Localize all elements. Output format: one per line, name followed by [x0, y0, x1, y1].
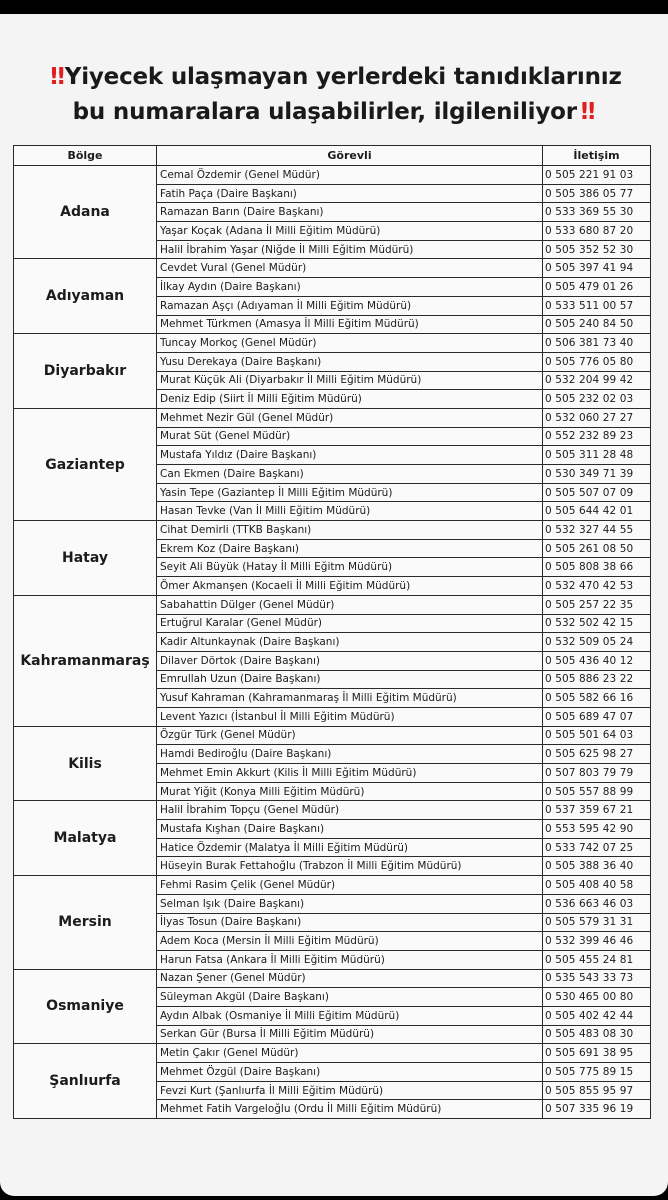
phone-cell: 0 552 232 89 23	[543, 427, 651, 446]
phone-cell: 0 505 352 52 30	[543, 240, 651, 259]
officer-cell: Fatih Paça (Daire Başkanı)	[157, 184, 543, 203]
document-image	[0, 14, 668, 1196]
officer-cell: Deniz Edip (Siirt İl Milli Eğitim Müdürü)	[157, 390, 543, 409]
phone-cell: 0 532 327 44 55	[543, 521, 651, 540]
column-header-region: Bölge	[14, 146, 157, 166]
officer-cell: Emrullah Uzun (Daire Başkanı)	[157, 670, 543, 689]
officer-cell: Cemal Özdemir (Genel Müdür)	[157, 166, 543, 185]
phone-cell: 0 505 388 36 40	[543, 857, 651, 876]
phone-cell: 0 506 381 73 40	[543, 334, 651, 353]
officer-cell: Hamdi Bediroğlu (Daire Başkanı)	[157, 745, 543, 764]
phone-cell: 0 505 436 40 12	[543, 651, 651, 670]
officer-cell: Adem Koca (Mersin İl Milli Eğitim Müdürü)	[157, 932, 543, 951]
phone-cell: 0 505 397 41 94	[543, 259, 651, 278]
officer-cell: Mehmet Nezir Gül (Genel Müdür)	[157, 408, 543, 427]
phone-cell: 0 505 776 05 80	[543, 352, 651, 371]
phone-cell: 0 505 232 02 03	[543, 390, 651, 409]
officer-cell: Mehmet Özgül (Daire Başkanı)	[157, 1063, 543, 1082]
phone-cell: 0 532 502 42 15	[543, 614, 651, 633]
double-exclamation-icon: ‼	[580, 99, 592, 125]
phone-cell: 0 505 501 64 03	[543, 726, 651, 745]
phone-cell: 0 505 483 08 30	[543, 1025, 651, 1044]
title-line-1	[0, 60, 668, 95]
region-cell: Kahramanmaraş	[14, 595, 157, 726]
officer-cell: Metin Çakır (Genel Müdür)	[157, 1044, 543, 1063]
phone-cell: 0 530 465 00 80	[543, 988, 651, 1007]
contacts-table	[13, 145, 651, 1119]
phone-cell: 0 507 803 79 79	[543, 764, 651, 783]
region-cell: Gaziantep	[14, 408, 157, 520]
table-row	[14, 334, 651, 353]
phone-cell: 0 533 369 55 30	[543, 203, 651, 222]
region-cell: Şanlıurfa	[14, 1044, 157, 1119]
officer-cell: Mehmet Emin Akkurt (Kilis İl Milli Eğitim Müdürü)	[157, 764, 543, 783]
table-row	[14, 408, 651, 427]
officer-cell: Halil İbrahim Topçu (Genel Müdür)	[157, 801, 543, 820]
phone-cell: 0 505 775 89 15	[543, 1063, 651, 1082]
officer-cell: Yaşar Koçak (Adana İl Milli Eğitim Müdürü)	[157, 222, 543, 241]
phone-cell: 0 530 349 71 39	[543, 465, 651, 484]
officer-cell: Nazan Şener (Genel Müdür)	[157, 969, 543, 988]
page-title	[0, 60, 668, 130]
officer-cell: Ramazan Barın (Daire Başkanı)	[157, 203, 543, 222]
phone-cell: 0 505 886 23 22	[543, 670, 651, 689]
phone-cell: 0 505 689 47 07	[543, 707, 651, 726]
phone-cell: 0 505 691 38 95	[543, 1044, 651, 1063]
officer-cell: Yusuf Kahraman (Kahramanmaraş İl Milli Eğitim Müdürü)	[157, 689, 543, 708]
phone-cell: 0 533 511 00 57	[543, 296, 651, 315]
phone-cell: 0 505 221 91 03	[543, 166, 651, 185]
table-row	[14, 1044, 651, 1063]
officer-cell: Seyit Ali Büyük (Hatay İl Milli Eğitm Müdürü)	[157, 558, 543, 577]
region-cell: Diyarbakır	[14, 334, 157, 409]
phone-cell: 0 505 855 95 97	[543, 1081, 651, 1100]
table-body	[14, 166, 651, 1119]
officer-cell: Kadir Altunkaynak (Daire Başkanı)	[157, 633, 543, 652]
top-black-bar	[0, 0, 668, 14]
phone-cell: 0 532 509 05 24	[543, 633, 651, 652]
region-cell: Hatay	[14, 521, 157, 596]
officer-cell: Mustafa Yıldız (Daire Başkanı)	[157, 446, 543, 465]
officer-cell: Dilaver Dörtok (Daire Başkanı)	[157, 651, 543, 670]
region-cell: Mersin	[14, 876, 157, 969]
phone-cell: 0 505 507 07 09	[543, 483, 651, 502]
phone-cell: 0 505 402 42 44	[543, 1006, 651, 1025]
table-row	[14, 259, 651, 278]
phone-cell: 0 532 470 42 53	[543, 577, 651, 596]
officer-cell: Hatice Özdemir (Malatya İl Milli Eğitim Müdürü)	[157, 838, 543, 857]
officer-cell: Yusu Derekaya (Daire Başkanı)	[157, 352, 543, 371]
phone-cell: 0 505 386 05 77	[543, 184, 651, 203]
officer-cell: Süleyman Akgül (Daire Başkanı)	[157, 988, 543, 1007]
region-cell: Adıyaman	[14, 259, 157, 334]
phone-cell: 0 505 408 40 58	[543, 876, 651, 895]
region-cell: Malatya	[14, 801, 157, 876]
officer-cell: Murat Küçük Ali (Diyarbakır İl Milli Eğitim Müdürü)	[157, 371, 543, 390]
column-header-contact: İletişim	[543, 146, 651, 166]
officer-cell: İlkay Aydın (Daire Başkanı)	[157, 278, 543, 297]
table-row	[14, 521, 651, 540]
phone-cell: 0 505 625 98 27	[543, 745, 651, 764]
officer-cell: Murat Yiğit (Konya Milli Eğitim Müdürü)	[157, 782, 543, 801]
phone-cell: 0 505 455 24 81	[543, 950, 651, 969]
phone-cell: 0 505 808 38 66	[543, 558, 651, 577]
officer-cell: Sabahattin Dülger (Genel Müdür)	[157, 595, 543, 614]
double-exclamation-icon: ‼	[50, 64, 61, 90]
table-row	[14, 726, 651, 745]
phone-cell: 0 505 557 88 99	[543, 782, 651, 801]
officer-cell: Mehmet Fatih Vargeloğlu (Ordu İl Milli Eğitim Müdürü)	[157, 1100, 543, 1119]
officer-cell: Yasin Tepe (Gaziantep İl Milli Eğitim Müdürü)	[157, 483, 543, 502]
phone-cell: 0 505 582 66 16	[543, 689, 651, 708]
table-row	[14, 595, 651, 614]
title-text-2: bu numaralara ulaşabilirler, ilgileniliyor	[72, 99, 577, 125]
bottom-black-bar	[0, 1196, 668, 1200]
officer-cell: Levent Yazıcı (İstanbul İl Milli Eğitim Müdürü)	[157, 707, 543, 726]
officer-cell: Mustafa Kışhan (Daire Başkanı)	[157, 820, 543, 839]
phone-cell: 0 505 311 28 48	[543, 446, 651, 465]
officer-cell: Hüseyin Burak Fettahoğlu (Trabzon İl Milli Eğitim Müdürü)	[157, 857, 543, 876]
officer-cell: Harun Fatsa (Ankara İl Milli Eğitim Müdürü)	[157, 950, 543, 969]
phone-cell: 0 505 240 84 50	[543, 315, 651, 334]
title-line-2	[0, 95, 668, 130]
officer-cell: Cihat Demirli (TTKB Başkanı)	[157, 521, 543, 540]
officer-cell: Mehmet Türkmen (Amasya İl Milli Eğitim Müdürü)	[157, 315, 543, 334]
phone-cell: 0 505 479 01 26	[543, 278, 651, 297]
region-cell: Osmaniye	[14, 969, 157, 1044]
phone-cell: 0 553 595 42 90	[543, 820, 651, 839]
table-row	[14, 969, 651, 988]
officer-cell: Tuncay Morkoç (Genel Müdür)	[157, 334, 543, 353]
phone-cell: 0 505 579 31 31	[543, 913, 651, 932]
officer-cell: Hasan Tevke (Van İl Milli Eğitim Müdürü)	[157, 502, 543, 521]
phone-cell: 0 532 060 27 27	[543, 408, 651, 427]
region-cell: Kilis	[14, 726, 157, 801]
officer-cell: Ömer Akmanşen (Kocaeli İl Milli Eğitim Müdürü)	[157, 577, 543, 596]
phone-cell: 0 533 680 87 20	[543, 222, 651, 241]
phone-cell: 0 533 742 07 25	[543, 838, 651, 857]
officer-cell: Ertuğrul Karalar (Genel Müdür)	[157, 614, 543, 633]
column-header-officer: Görevli	[157, 146, 543, 166]
officer-cell: Aydın Albak (Osmaniye İl Milli Eğitim Müdürü)	[157, 1006, 543, 1025]
table-header-row	[14, 146, 651, 166]
phone-cell: 0 537 359 67 21	[543, 801, 651, 820]
table-row	[14, 876, 651, 895]
table-row	[14, 801, 651, 820]
officer-cell: Murat Süt (Genel Müdür)	[157, 427, 543, 446]
phone-cell: 0 505 261 08 50	[543, 539, 651, 558]
officer-cell: Selman Işık (Daire Başkanı)	[157, 894, 543, 913]
officer-cell: Özgür Türk (Genel Müdür)	[157, 726, 543, 745]
officer-cell: İlyas Tosun (Daire Başkanı)	[157, 913, 543, 932]
region-cell: Adana	[14, 166, 157, 259]
phone-cell: 0 535 543 33 73	[543, 969, 651, 988]
phone-cell: 0 536 663 46 03	[543, 894, 651, 913]
officer-cell: Can Ekmen (Daire Başkanı)	[157, 465, 543, 484]
officer-cell: Fevzi Kurt (Şanlıurfa İl Milli Eğitim Müdürü)	[157, 1081, 543, 1100]
officer-cell: Fehmi Rasim Çelik (Genel Müdür)	[157, 876, 543, 895]
phone-cell: 0 532 204 99 42	[543, 371, 651, 390]
phone-cell: 0 532 399 46 46	[543, 932, 651, 951]
officer-cell: Cevdet Vural (Genel Müdür)	[157, 259, 543, 278]
phone-cell: 0 505 644 42 01	[543, 502, 651, 521]
officer-cell: Ekrem Koz (Daire Başkanı)	[157, 539, 543, 558]
officer-cell: Halil İbrahim Yaşar (Niğde İl Milli Eğitim Müdürü)	[157, 240, 543, 259]
officer-cell: Serkan Gür (Bursa İl Milli Eğitim Müdürü)	[157, 1025, 543, 1044]
phone-cell: 0 505 257 22 35	[543, 595, 651, 614]
phone-cell: 0 507 335 96 19	[543, 1100, 651, 1119]
title-text-1: Yiyecek ulaşmayan yerlerdeki tanıdıklarınız	[64, 64, 622, 90]
table-row	[14, 166, 651, 185]
officer-cell: Ramazan Aşçı (Adıyaman İl Milli Eğitim Müdürü)	[157, 296, 543, 315]
